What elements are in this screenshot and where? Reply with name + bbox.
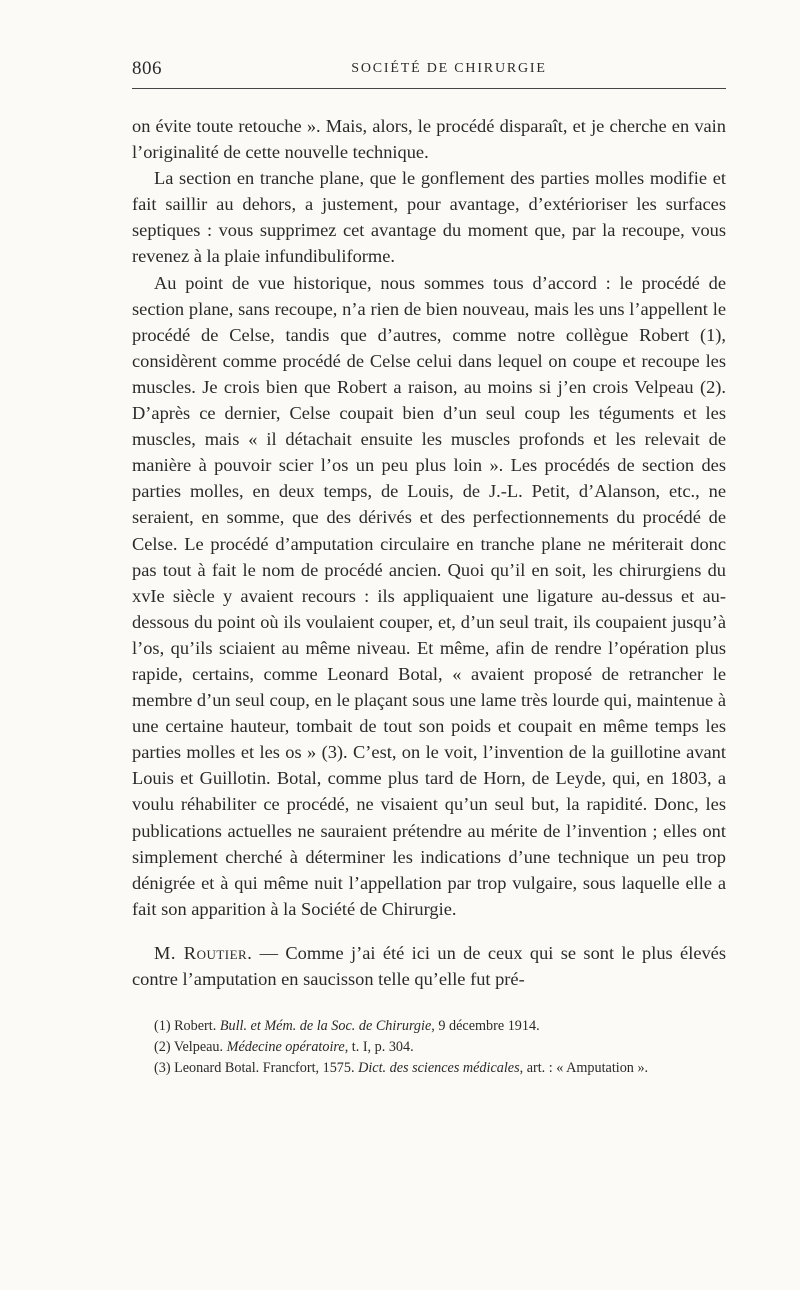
running-title: SOCIÉTÉ DE CHIRURGIE [351, 61, 547, 76]
paragraph: La section en tranche plane, que le gonflement des parties molles modifie et fait saillir au dehors, a justement, pour avantage, d’extérioriser les surfaces septiques : vous supprimez cet avantage du moment que, par la recoupe, vous revenez à la plaie infundibuliforme. [132, 168, 726, 267]
footnote-text: Velpeau. [170, 1039, 227, 1056]
page-header [132, 58, 726, 89]
footnote-title: Bull. et Mém. de la Soc. de Chirurgie [219, 1018, 432, 1035]
body-text [132, 113, 726, 992]
footnote-text: Leonard Botal. Francfort, 1575. [170, 1060, 359, 1077]
footnote-ref: (1) [154, 1018, 171, 1035]
paragraph: Au point de vue historique, nous sommes tous d’accord : le procédé de section plane, sans recoupe, n’a rien de bien nouveau, mais les uns l’appellent le procédé de Celse, tandis que d’autres, comme notre collègue Robert (1), considèrent comme procédé de Celse celui dans lequel on coupe et recoupe les muscles. Je crois bien que Robert a raison, au moins si j’en crois Velpeau (2). D’après ce dernier, Celse coupait bien d’un seul coup les téguments et les muscles, mais « il détachait ensuite les muscles profonds et les relevait de manière à pouvoir scier l’os un peu plus loin ». Les procédés de section des parties molles, en deux temps, de Louis, de J.-L. Petit, d’Alanson, etc., ne seraient, en somme, que des dérivés et des perfectionnements du procédé de Celse. Le procédé d’amputation circulaire en tranche plane ne mériterait donc pas tout à fait le nom de procédé ancien. Quoi qu’il en soit, les chirurgiens du xvIe siècle y avaient recours : ils appliquaient une ligature au-dessus et au-dessous du point où ils voulaient couper, et, d’un seul trait, ils coupaient jusqu’à l’os, qu’ils sciaient au même niveau. Et même, afin de rendre l’opération plus rapide, certains, comme Leonard Botal, « avaient proposé de retrancher le membre d’un seul coup, en le plaçant sous une lame très lourde qui, maintenue à une certaine hauteur, tombait de tout son poids et coupait en même temps les parties molles et les os » (3). C’est, on le voit, l’invention de la guillotine avant Louis et Guillotin. Botal, comme plus tard de Horn, de Leyde, qui, en 1803, a voulu réhabiliter ce procédé, ne visaient qu’un seul but, la rapidité. Donc, les publications actuelles ne sauraient prétendre au mérite de l’invention ; elles ont simplement cherché à déterminer les indications d’une technique un peu trop dénigrée et à qui même nuit l’appellation par trop vulgaire, sous laquelle elle a fait son apparition à la Société de Chirurgie. [132, 272, 726, 919]
footnote-text: Robert. [170, 1018, 220, 1035]
speaker-name: M. Routier. [154, 942, 253, 963]
footnote-text: , art. : « Amputation ». [519, 1060, 649, 1077]
footnotes [132, 1016, 726, 1079]
footnote [132, 1016, 726, 1037]
speech-text: — Comme j’ai été ici un de ceux qui se sont le plus élevés contre l’amputation en saucisson telle qu’elle fut pré- [132, 942, 726, 989]
footnote [132, 1058, 726, 1079]
footnote-text: , 9 décembre 1914. [431, 1018, 540, 1035]
document-page [132, 58, 726, 1079]
page-number: 806 [132, 58, 162, 79]
footnote-text: , t. I, p. 304. [344, 1039, 414, 1056]
footnote-title: Médecine opératoire [226, 1039, 345, 1056]
footnote [132, 1037, 726, 1058]
footnote-title: Dict. des sciences médicales [358, 1060, 520, 1077]
footnote-ref: (3) [154, 1060, 171, 1077]
speech-paragraph [132, 940, 726, 992]
footnote-ref: (2) [154, 1039, 171, 1056]
paragraph: on évite toute retouche ». Mais, alors, le procédé disparaît, et je cherche en vain l’originalité de cette nouvelle technique. [132, 116, 726, 163]
